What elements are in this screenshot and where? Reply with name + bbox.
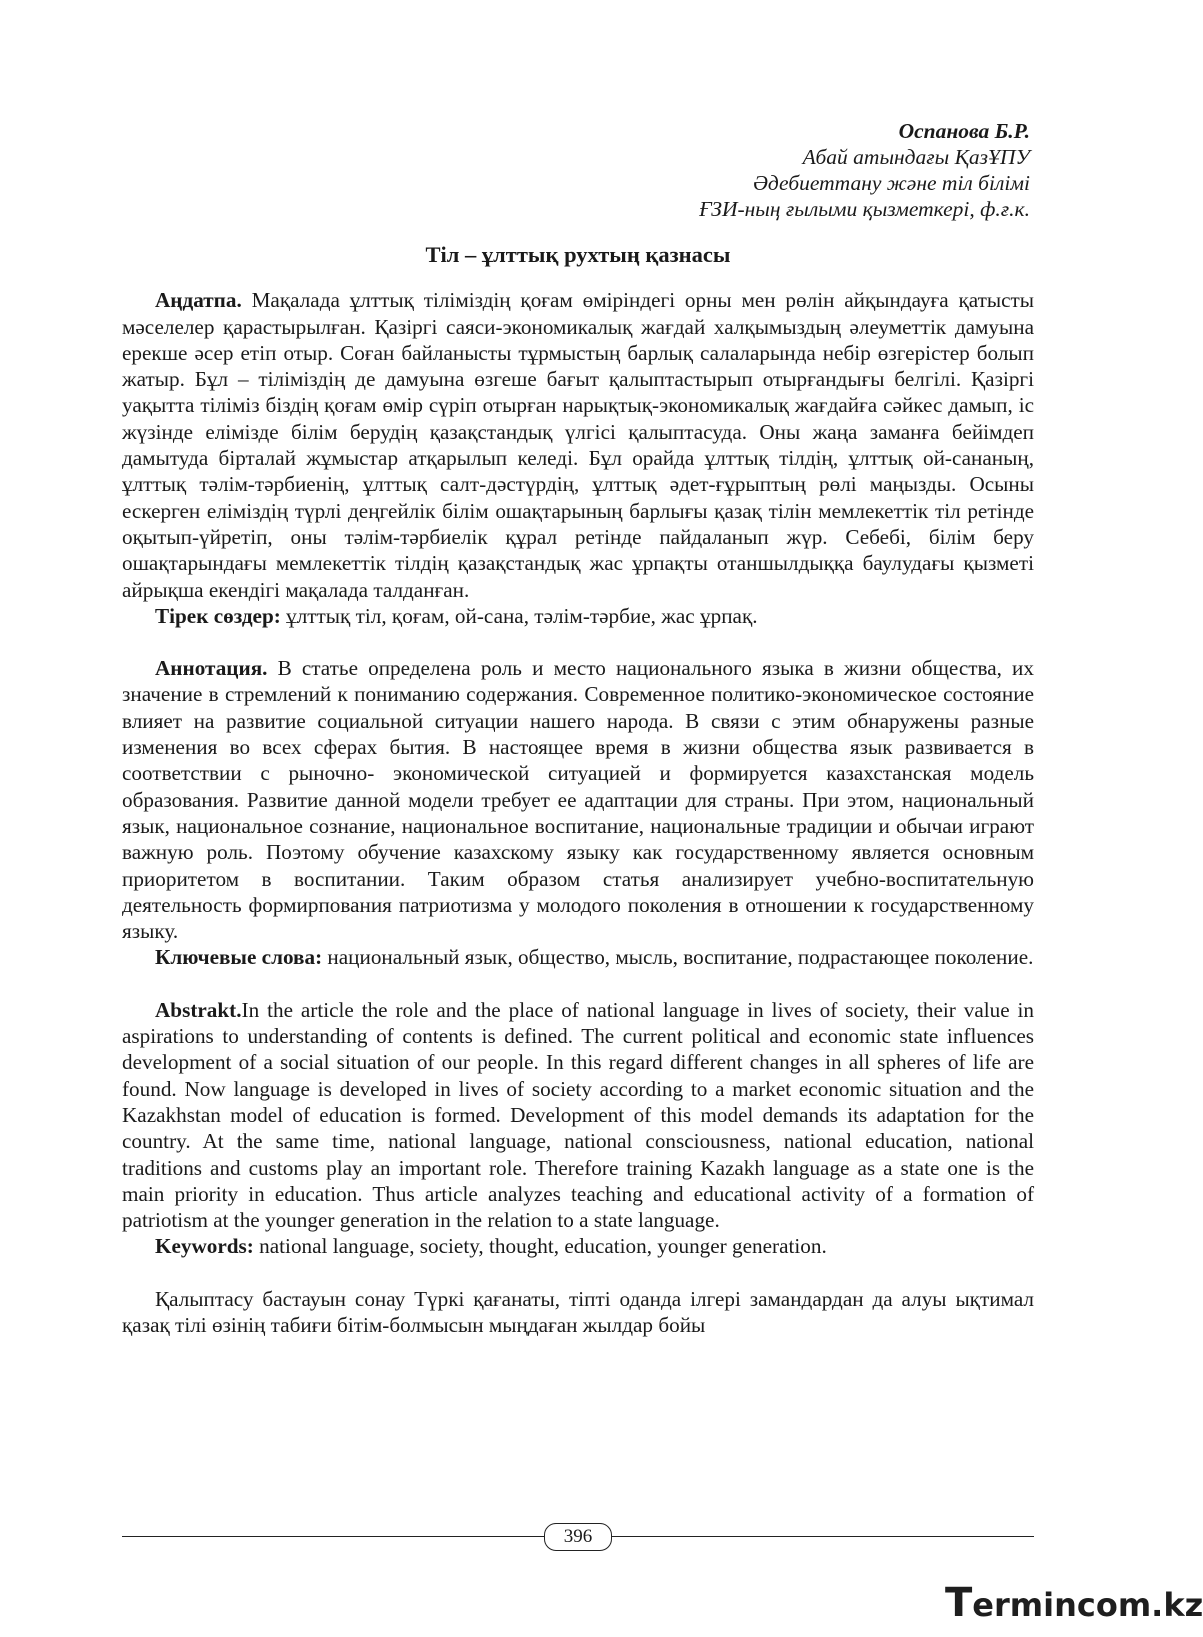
ru-keywords-text: национальный язык, общество, мысль, воспитание, подрастающее поколение. — [322, 945, 1034, 970]
page-number: 396 — [544, 1523, 612, 1551]
watermark-t: T — [945, 1580, 973, 1626]
ru-keywords-lead: Ключевые слова: — [155, 945, 323, 970]
watermark-o: o — [1095, 1586, 1118, 1624]
body-paragraph: Қалыптасу бастауын сонау Түркі қағанаты, тіпті оданда ілгері замандардан да алуы ықтимал қазақ тілі өзінің табиғи бітім-болмысын мыңдаған жылдар бойы — [122, 1286, 1034, 1337]
en-keywords-lead: Keywords: — [155, 1234, 254, 1259]
page-content — [122, 118, 1034, 1338]
kz-keywords-lead: Тірек сөздер: — [155, 603, 281, 628]
kz-keywords-text: ұлттық тіл, қоғам, ой-сана, тәлім-тәрбие, жас ұрпақ. — [280, 603, 758, 628]
en-keywords — [122, 1233, 1034, 1259]
kz-abstract-text: Мақалада ұлттық тіліміздің қоғам өміріндегі орны мен рөлін айқындауға қатысты мәселелер қарастырылған. Қазіргі саяси-экономикалық жағдай халқымыздың әлеуметтік дамуына ерекше әсер етіп отыр. Соған байланысты тұрмыстың барлық салаларында небір өзгерістер болып жатыр. Бұл – тіліміздің де дамуына өзгеше бағыт қалыптастырып отырғандығы белгілі. Қазіргі уақытта тіліміз біздің қоғам өмір сүріп отырған нарықтық-экономикалық жағдайға сәйкес дамып, іс жүзінде елімізде білім берудің қазақстандық үлгісі қалыптасуда. Оны жаңа заманға бейімдеп дамытуда бірталай жұмыстар атқарылып келеді. Бұл орайда ұлттық тілдің, ұлттық ой-сананың, ұлттық тәлім-тәрбиенің, ұлттық салт-дәстүрдің, ұлттық әдет-ғұрыптың рөлі маңызды. Осыны ескерген еліміздің түрлі деңгейлік білім ошақтарының барлығы қазақ тілін мемлекеттік тіл ретінде оқытып-үйретіп, оны тәлім-тәрбиелік құрал ретінде пайдаланып жүр. Себебі, білім беру ошақтарындағы мемлекеттік тілдің қазақстандық жас ұрпақты отаншылдыққа баулудағы қызметі айрықша екендігі мақалада талданған. — [122, 288, 1034, 602]
en-abstract — [122, 997, 1034, 1234]
spacer — [122, 1260, 1034, 1286]
kz-abstract — [122, 287, 1034, 603]
spacer — [122, 629, 1034, 655]
spacer — [122, 971, 1034, 997]
ru-abstract-lead: Аннотация. — [155, 656, 268, 681]
author-block — [122, 118, 1030, 222]
ru-abstract — [122, 655, 1034, 944]
watermark-text-1: erminc — [972, 1586, 1096, 1624]
ru-keywords — [122, 944, 1034, 970]
author-affiliation-2: Әдебиеттану және тіл білімі — [752, 171, 1030, 195]
en-abstract-text: In the article the role and the place of national language in lives of society, their value in aspirations to understanding of contents is defined. The current political and economic state influences development of a social situation of our people. In this regard different changes in all spheres of life are found. Now language is developed in lives of society according to a market economic situation and the Kazakhstan model of education is formed. Development of this model demands its adaptation for the country. At the same time, national language, national consciousness, national education, national traditions and customs play an important role. Therefore training Kazakh language as a state one is the main priority in education. Thus article analyzes teaching and educational activity of a formation of patriotism at the younger generation in the relation to a state language. — [122, 997, 1034, 1233]
author-name: Оспанова Б.Р. — [898, 119, 1030, 143]
en-keywords-text: national language, society, thought, education, younger generation. — [253, 1234, 827, 1259]
en-abstract-lead: Abstrakt. — [155, 997, 242, 1022]
termincom-watermark — [945, 1580, 1203, 1626]
ru-abstract-text: В статье определена роль и место национального языка в жизни общества, их значение в стремлений к пониманию содержания. Современное политико-экономическое состояние влияет на развитие социальной ситуации нашего народа. В связи с этим обнаружены разные изменения во всех сферах бытия. В настоящее время в жизни общества язык развивается в соответствии с рыночно- экономической ситуацией и формируется казахстанская модель образования. Развитие данной модели требует ее адаптации для страны. При этом, национальный язык, национальное сознание, национальное воспитание, национальные традиции и обычаи играют важную роль. Поэтому обучение казахскому языку как государственному является основным приоритетом в воспитании. Таким образом статья анализирует учебно-воспитательную деятельность формирпования патриотизма у молодого поколения в отношении к государственному языку. — [122, 656, 1034, 944]
article-title: Тіл – ұлттық рухтың қазнасы — [425, 242, 731, 267]
author-affiliation-3: ҒЗИ-ның ғылыми қызметкері, ф.ғ.к. — [699, 197, 1030, 221]
kz-abstract-lead: Аңдатпа. — [155, 288, 242, 313]
author-affiliation-1: Абай атындағы ҚазҰПУ — [802, 145, 1030, 169]
watermark-text-2: m.kz — [1117, 1586, 1203, 1624]
kz-keywords — [122, 603, 1034, 629]
